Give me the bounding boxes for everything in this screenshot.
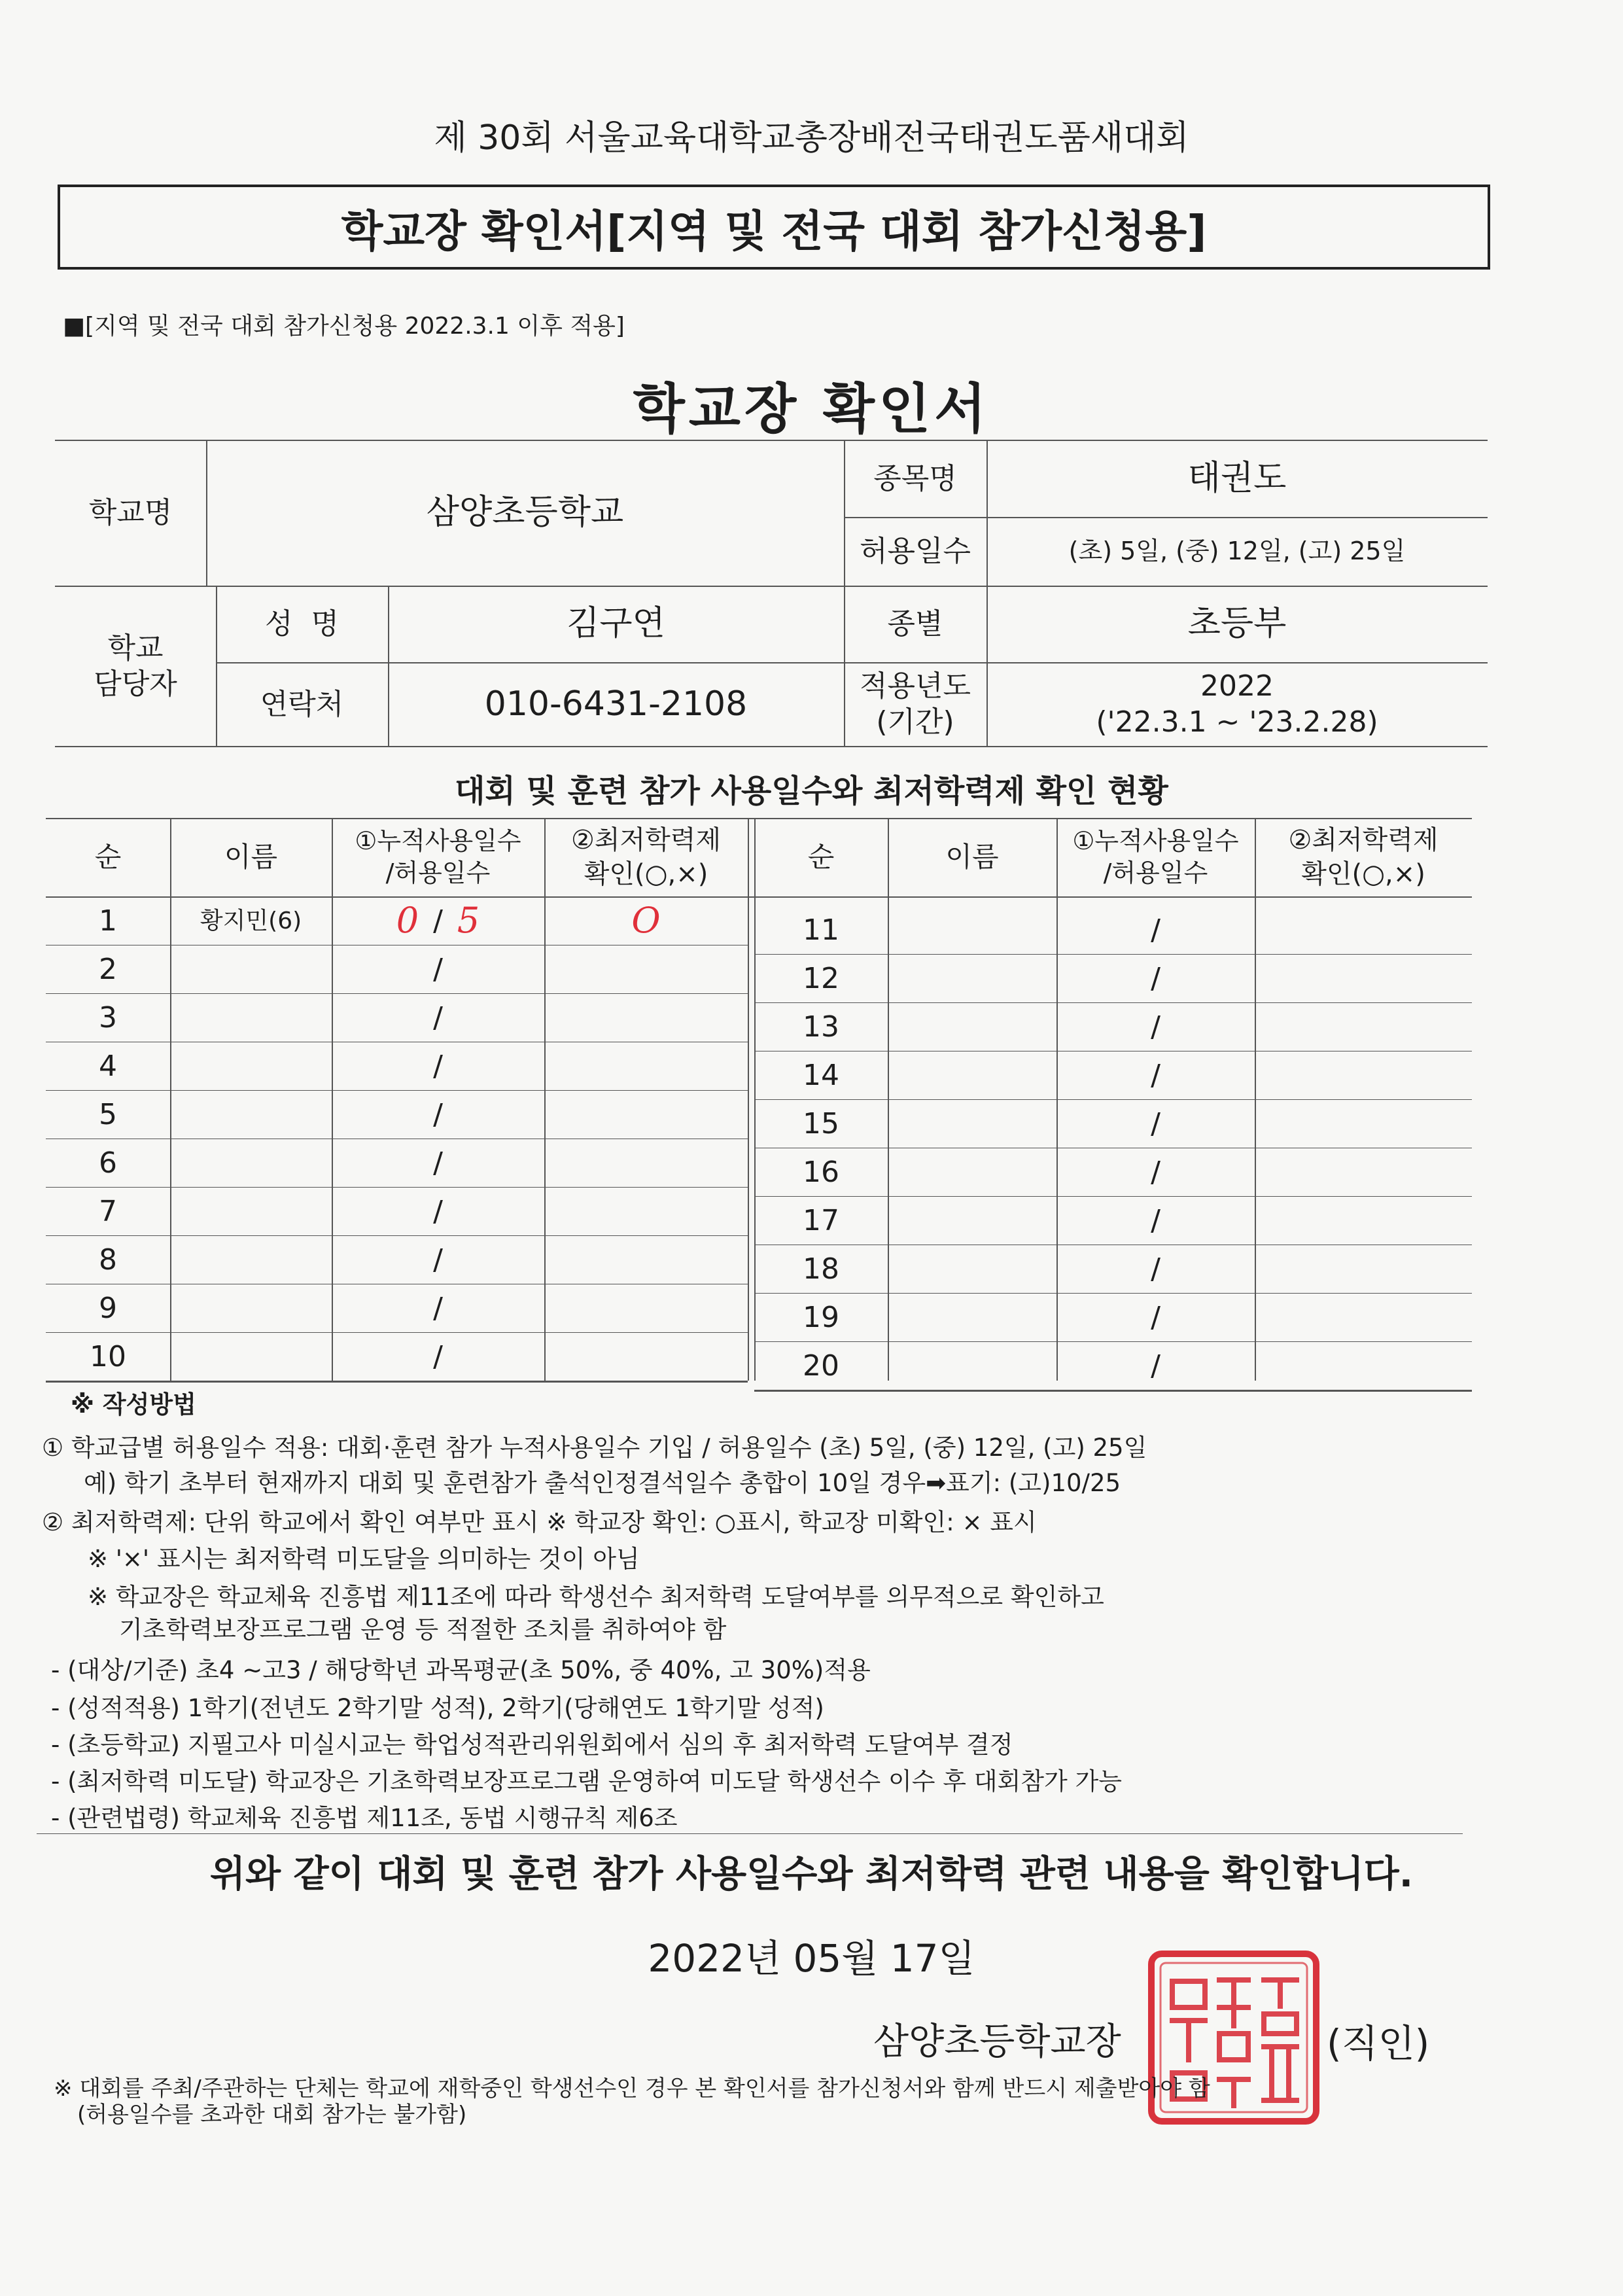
instruction-line: ② 최저학력제: 단위 학교에서 확인 여부만 표시 ※ 학교장 확인: ○표시, 학교장 미확인: × 표시: [42, 1508, 1037, 1536]
slash: /: [433, 1339, 443, 1373]
division-label: 종별: [887, 607, 943, 641]
table-row-no: 8: [99, 1243, 117, 1277]
school-name-label: 학교명: [88, 496, 173, 529]
usage-note: ■[지역 및 전국 대회 참가신청용 2022.3.1 이후 적용]: [63, 313, 625, 340]
confirmation-statement: 위와 같이 대회 및 훈련 참가 사용일수와 최저학력 관련 내용을 확인합니다.: [209, 1853, 1414, 1896]
table-row-no: 14: [803, 1058, 839, 1092]
name-label: 성 명: [265, 607, 339, 641]
table-row-no: 6: [99, 1146, 117, 1180]
table-row-no: 1: [99, 904, 117, 938]
manager-name: 김구연: [567, 604, 665, 643]
footnote: ※ 대회를 주최/주관하는 단체는 학교에 재학중인 학생선수인 경우 본 확인서를 참가신청서와 함께 반드시 제출받아야 함: [54, 2075, 1210, 2102]
school-name: 삼양초등학교: [426, 493, 624, 532]
allowed-days-value: 5: [457, 900, 480, 942]
table-row-no: 16: [803, 1155, 839, 1189]
instruction-line: ※ 학교장은 학교체육 진흥법 제11조에 따라 학생선수 최저학력 도달여부를 의무적으로 확인하고: [88, 1583, 1104, 1611]
contact-label: 연락처: [260, 687, 344, 721]
slash: /: [1151, 1300, 1161, 1334]
issue-date: 2022년 05월 17일: [648, 1936, 975, 1981]
table-row-no: 15: [803, 1106, 839, 1140]
instructions-heading: ※ 작성방법: [71, 1390, 196, 1419]
slash: /: [433, 1243, 443, 1277]
instruction-line: ① 학교급별 허용일수 적용: 대회·훈련 참가 누적사용일수 기입 / 허용일수 (초) 5일, (중) 12일, (고) 25일: [42, 1434, 1147, 1462]
slash: /: [433, 1146, 443, 1180]
check-mark: O: [631, 900, 661, 942]
table-row-no: 12: [803, 961, 839, 995]
table-row-no: 5: [99, 1097, 117, 1131]
slash: /: [1151, 1203, 1161, 1237]
table-row-no: 2: [99, 952, 117, 986]
instruction-line: - (초등학교) 지필고사 미실시교는 학업성적관리위원회에서 심의 후 최저학력 도달여부 결정: [51, 1731, 1013, 1759]
slash: /: [1151, 1252, 1161, 1286]
status-title: 대회 및 훈련 참가 사용일수와 최저학력제 확인 현황: [455, 773, 1168, 809]
year-label: 적용년도 (기간): [859, 669, 971, 739]
sport: 태권도: [1187, 458, 1287, 498]
instruction-line: ※ '×' 표시는 최저학력 미도달을 의미하는 것이 아님: [88, 1545, 640, 1573]
col-no-right: 순: [807, 840, 835, 873]
instruction-line: - (최저학력 미도달) 학교장은 기초학력보장프로그램 운영하여 미도달 학생선수 이수 후 대회참가 가능: [51, 1767, 1123, 1795]
col-name-left: 이름: [224, 840, 278, 873]
slash: /: [433, 1291, 443, 1325]
col-name-right: 이름: [945, 840, 999, 873]
col-days-right: ①누적사용일수 /허용일수: [1072, 826, 1239, 887]
table-row-no: 10: [90, 1339, 126, 1373]
table-row-no: 17: [803, 1203, 839, 1237]
slash: /: [1151, 1058, 1161, 1092]
table-row-no: 9: [99, 1291, 117, 1325]
table-row-no: 19: [803, 1300, 839, 1334]
year-cell: [986, 662, 1488, 746]
event-title: 제 30회 서울교육대학교총장배전국태권도품새대회: [434, 118, 1189, 158]
table-row-no: 20: [803, 1349, 839, 1383]
col-check-left: ②최저학력제 확인(○,×): [570, 825, 722, 889]
col-days-left: ①누적사용일수 /허용일수: [355, 826, 521, 887]
slash: /: [1151, 1010, 1161, 1044]
contact-number: 010-6431-2108: [484, 684, 748, 724]
table-row-no: 7: [99, 1194, 117, 1228]
slash: /: [1151, 1106, 1161, 1140]
slash: /: [433, 952, 443, 986]
col-no-left: 순: [94, 840, 122, 873]
table-row-no: 4: [99, 1049, 117, 1083]
slash: /: [433, 1194, 443, 1228]
footnote-sub: (허용일수를 초과한 대회 참가는 불가함): [77, 2102, 467, 2128]
days-cell: [332, 896, 544, 945]
slash: /: [1151, 1155, 1161, 1189]
seal-label: (직인): [1327, 2021, 1430, 2066]
period: ('22.3.1 ~ '23.2.28): [1096, 705, 1378, 739]
slash: /: [1151, 961, 1161, 995]
slash: /: [433, 1097, 443, 1131]
manager-label: 학교 담당자: [94, 631, 177, 701]
principal-name: 삼양초등학교장: [873, 2021, 1121, 2063]
table-row-no: 11: [803, 913, 839, 947]
instruction-line: - (대상/기준) 초4 ~고3 / 해당학년 과목평균(초 50%, 중 40%, 고 30%)적용: [51, 1656, 871, 1684]
division: 초등부: [1187, 604, 1287, 643]
student-name: 황지민(6): [200, 907, 302, 934]
table-row-no: 3: [99, 1000, 117, 1034]
col-check-right: ②최저학력제 확인(○,×): [1288, 825, 1439, 889]
used-days: 0: [396, 900, 419, 942]
allowed-days-label: 허용일수: [859, 535, 971, 568]
slash: /: [1151, 913, 1161, 947]
instruction-line: - (성적적용) 1학기(전년도 2학기말 성적), 2학기(당해연도 1학기말 성적): [51, 1694, 824, 1722]
banner-title: 학교장 확인서[지역 및 전국 대회 참가신청용]: [58, 185, 1490, 270]
instruction-line: 기초학력보장프로그램 운영 등 적절한 조치를 취하여야 함: [119, 1616, 727, 1644]
table-row-no: 18: [803, 1252, 839, 1286]
slash: /: [433, 904, 443, 938]
slash: /: [1151, 1349, 1161, 1383]
document-title: 학교장 확인서: [633, 378, 990, 440]
slash: /: [433, 1049, 443, 1083]
instruction-line: 예) 학기 초부터 현재까지 대회 및 훈련참가 출석인정결석일수 총합이 10일 경우➡표기: (고)10/25: [84, 1469, 1121, 1497]
allowed-days: (초) 5일, (중) 12일, (고) 25일: [1068, 536, 1406, 565]
instruction-line: - (관련법령) 학교체육 진흥법 제11조, 동법 시행규칙 제6조: [51, 1804, 678, 1832]
slash: /: [433, 1000, 443, 1034]
sport-label: 종목명: [873, 461, 957, 495]
year: 2022: [1200, 669, 1274, 703]
table-row-no: 13: [803, 1010, 839, 1044]
